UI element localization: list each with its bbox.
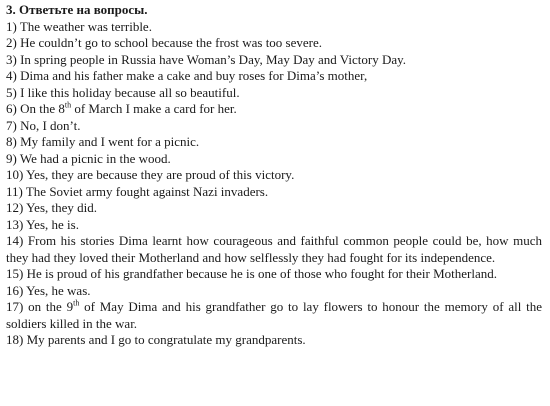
answer-13: 13) Yes, he is.	[6, 216, 79, 232]
ordinal-suffix: th	[73, 298, 80, 308]
answer-15: 15) He is proud of his grandfather because he is one of those who fought for their Motherland.	[6, 266, 497, 281]
answer-3: 3) In spring people in Russia have Woman’s Day, May Day and Victory Day.	[6, 51, 407, 67]
exercise-heading: 3. Ответьте на вопросы.	[6, 2, 148, 17]
answer-10: 10) Yes, they are because they are proud of this victory.	[6, 167, 295, 182]
answer-17: 17) on the 9th of May Dima and his grandfather go to lay flowers to honour the memory of all the soldiers killed in the war.	[6, 298, 542, 331]
ordinal-suffix: th	[64, 100, 72, 110]
answer-12: 12) Yes, they did.	[6, 200, 98, 215]
answer-18: 18) My parents and I go to congratulate my grandparents.	[6, 332, 306, 347]
answer-4: 4) Dima and his father make a cake and buy roses for Dima’s mother,	[6, 68, 368, 83]
answers-list	[6, 19, 542, 349]
answer-2: 2) He couldn’t go to school because the frost was too severe.	[6, 35, 323, 50]
answer-9: 9) We had a picnic in the wood.	[6, 150, 171, 166]
answer-1: 1) The weather was terrible.	[6, 18, 152, 34]
answer-7: 7) No, I don’t.	[6, 117, 81, 133]
answer-16: 16) Yes, he was.	[6, 282, 91, 298]
answer-5: 5) I like this holiday because all so beautiful.	[6, 84, 240, 100]
answers-page	[6, 2, 542, 349]
answer-14: 14) From his stories Dima learnt how courageous and faithful common people could be, how much they had they loved their Motherland and how selflessly they had fought for its independence.	[6, 233, 542, 265]
answer-8: 8) My family and I went for a picnic.	[6, 134, 200, 149]
answer-11: 11) The Soviet army fought against Nazi invaders.	[6, 183, 269, 199]
answer-6: 6) On the 8th of March I make a card for her.	[6, 100, 237, 116]
